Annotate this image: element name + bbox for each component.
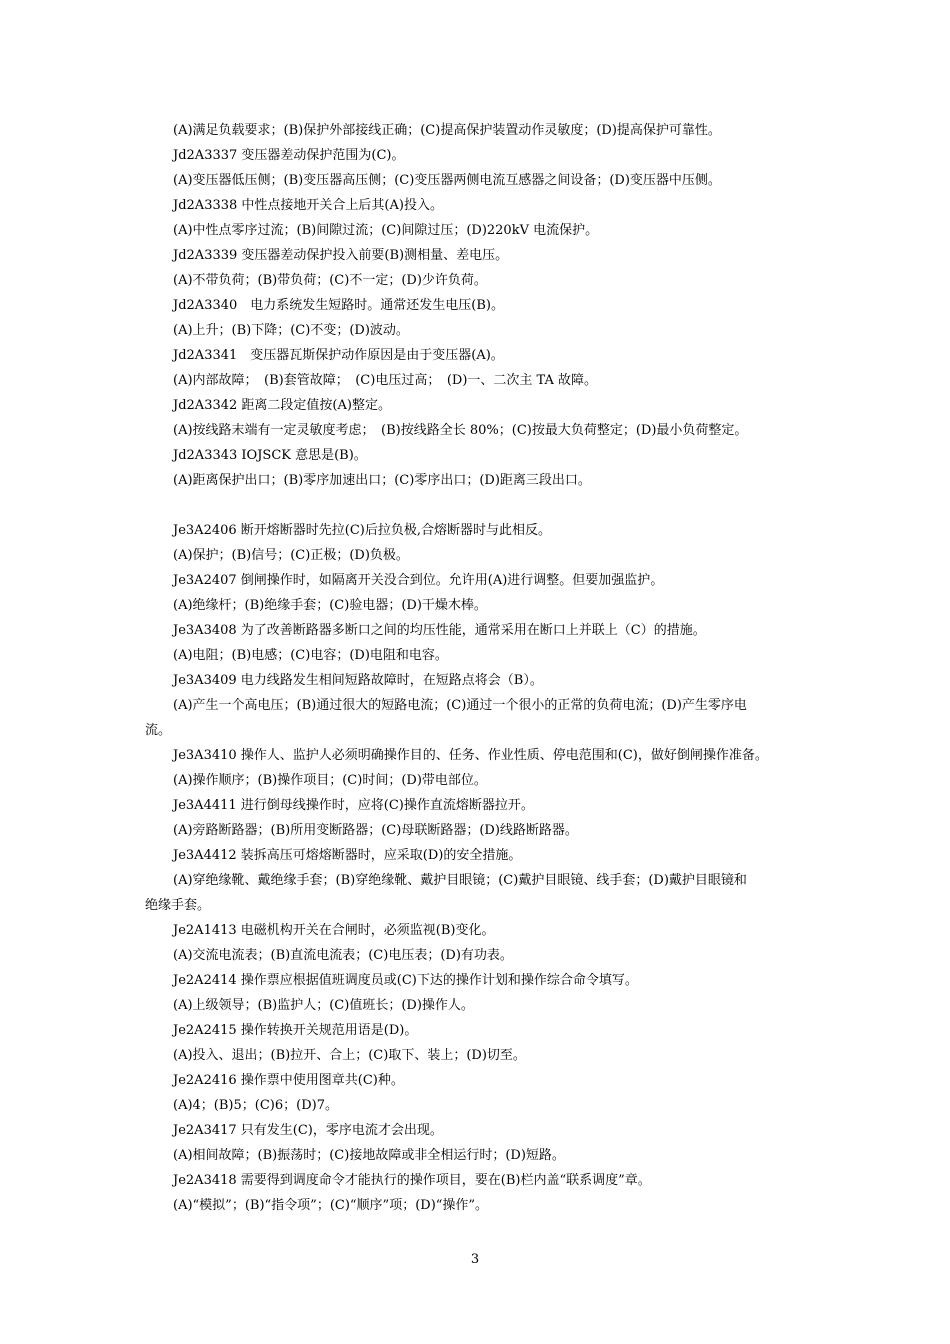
- text-line: Je2A2415 操作转换开关规范用语是(D)。: [173, 1023, 418, 1038]
- text-line: Je2A3417 只有发生(C)，零序电流才会出现。: [173, 1123, 443, 1138]
- text-line: (A)相间故障；(B)振荡时；(C)接地故障或非全相运行时；(D)短路。: [173, 1148, 565, 1163]
- text-line: (A)上级领导；(B)监护人；(C)值班长；(D)操作人。: [173, 998, 474, 1013]
- text-line: Je3A2406 断开熔断器时先拉(C)后拉负极,合熔断器时与此相反。: [173, 523, 552, 538]
- text-line: Je3A3409 电力线路发生相间短路故障时，在短路点将会（B）。: [173, 673, 543, 688]
- text-line: (A)满足负载要求；(B)保护外部接线正确；(C)提高保护装置动作灵敏度；(D)提高保护可靠性。: [173, 123, 721, 138]
- text-line: (A)穿绝缘靴、戴绝缘手套；(B)穿绝缘靴、戴护目眼镜；(C)戴护目眼镜、线手套；(D)戴护目眼镜和: [173, 873, 747, 888]
- text-line: 绝缘手套。: [145, 898, 211, 913]
- text-line: Je3A3410 操作人、监护人必须明确操作目的、任务、作业性质、停电范围和(C)，做好倒闸操作准备。: [173, 748, 768, 763]
- text-line: Jd2A3341 变压器瓦斯保护动作原因是由于变压器(A)。: [173, 348, 504, 363]
- text-line: (A)上升；(B)下降；(C)不变；(D)波动。: [173, 323, 409, 338]
- text-line: (A)按线路末端有一定灵敏度考虑； (B)按线路全长 80%；(C)按最大负荷整定；(D)最小负荷整定。: [173, 423, 748, 438]
- text-line: (A)产生一个高电压；(B)通过很大的短路电流；(C)通过一个很小的正常的负荷电流；(D)产生零序电: [173, 698, 747, 713]
- text-line: (A)保护；(B)信号；(C)正极；(D)负极。: [173, 548, 409, 563]
- text-line: Jd2A3337 变压器差动保护范围为(C)。: [173, 148, 405, 163]
- page-number: 3: [470, 1252, 480, 1267]
- text-line: Je2A2414 操作票应根据值班调度员或(C)下达的操作计划和操作综合命令填写。: [173, 973, 638, 988]
- text-line: (A)不带负荷；(B)带负荷；(C)不一定；(D)少许负荷。: [173, 273, 487, 288]
- text-line: (A)“模拟”；(B)“指令项”；(C)“顺序”项；(D)“操作”。: [173, 1198, 489, 1213]
- text-line: (A)交流电流表；(B)直流电流表；(C)电压表；(D)有功表。: [173, 948, 513, 963]
- text-line: Je3A4411 进行倒母线操作时，应将(C)操作直流熔断器拉开。: [173, 798, 534, 813]
- blank-line: [145, 493, 810, 518]
- text-line: (A)旁路断路器；(B)所用变断路器；(C)母联断路器；(D)线路断路器。: [173, 823, 578, 838]
- text-line: Jd2A3343 IOJSCK 意思是(B)。: [173, 448, 367, 463]
- text-line: Je2A2416 操作票中使用图章共(C)种。: [173, 1073, 404, 1088]
- text-line: (A)绝缘杆；(B)绝缘手套；(C)验电器；(D)干燥木棒。: [173, 598, 487, 613]
- text-line: Jd2A3340 电力系统发生短路时。通常还发生电压(B)。: [173, 298, 504, 313]
- text-line: 流。: [145, 723, 172, 738]
- text-line: Jd2A3339 变压器差动保护投入前要(B)测相量、差电压。: [173, 248, 509, 263]
- text-line: (A)中性点零序过流；(B)间隙过流；(C)间隙过压；(D)220kV 电流保护。: [173, 223, 599, 238]
- text-line: (A)操作顺序；(B)操作项目；(C)时间；(D)带电部位。: [173, 773, 487, 788]
- text-line: (A)投入、退出；(B)拉开、合上；(C)取下、装上；(D)切至。: [173, 1048, 526, 1063]
- text-line: Jd2A3338 中性点接地开关合上后其(A)投入。: [173, 198, 443, 213]
- text-line: (A)电阻；(B)电感；(C)电容；(D)电阻和电容。: [173, 648, 448, 663]
- document-body: [145, 118, 810, 1218]
- text-line: Je2A3418 需要得到调度命令才能执行的操作项目，要在(B)栏内盖“联系调度”章。: [173, 1173, 651, 1188]
- text-line: (A)内部故障； (B)套管故障； (C)电压过高； (D)一、二次主 TA 故障。: [173, 373, 597, 388]
- text-line: Je3A3408 为了改善断路器多断口之间的均压性能，通常采用在断口上并联上（C）的措施。: [173, 623, 706, 638]
- text-line: Je3A2407 倒闸操作时，如隔离开关没合到位。允许用(A)进行调整。但要加强监护。: [173, 573, 664, 588]
- text-line: (A)距离保护出口；(B)零序加速出口；(C)零序出口；(D)距离三段出口。: [173, 473, 591, 488]
- text-line: (A)4；(B)5；(C)6；(D)7。: [173, 1098, 338, 1113]
- text-line: (A)变压器低压侧；(B)变压器高压侧；(C)变压器两侧电流互感器之间设备；(D)变压器中压侧。: [173, 173, 721, 188]
- text-line: Je3A4412 装拆高压可熔熔断器时，应采取(D)的安全措施。: [173, 848, 522, 863]
- text-line: Je2A1413 电磁机构开关在合闸时，必须监视(B)变化。: [173, 923, 495, 938]
- text-line: Jd2A3342 距离二段定值按(A)整定。: [173, 398, 391, 413]
